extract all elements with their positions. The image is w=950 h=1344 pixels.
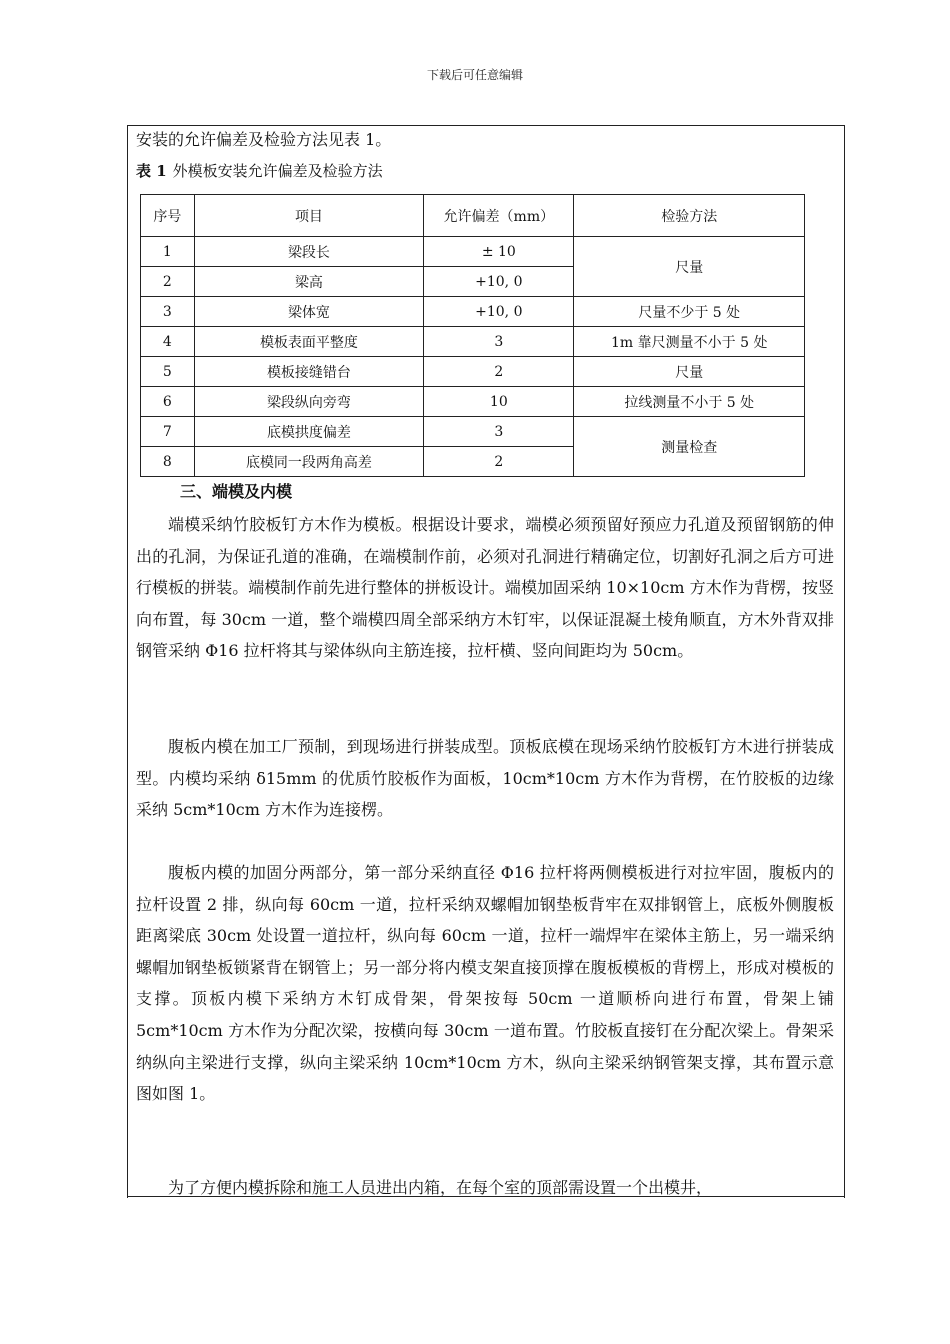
cell-no: 5	[141, 357, 195, 387]
cell-tolerance: +10, 0	[424, 267, 574, 297]
table-caption	[136, 160, 383, 182]
cell-tolerance: ± 10	[424, 237, 574, 267]
header-item: 项目	[194, 195, 423, 237]
header-no: 序号	[141, 195, 195, 237]
cell-method: 尺量不少于 5 处	[574, 297, 805, 327]
table-row	[141, 237, 805, 267]
intro-line: 安装的允许偏差及检验方法见表 1。	[136, 130, 392, 149]
cell-no: 6	[141, 387, 195, 417]
tolerance-table	[140, 194, 805, 477]
paragraph: 腹板内模在加工厂预制，到现场进行拼装成型。顶板底模在现场采纳竹胶板钉方木进行拼装成型。内模均采纳 δ15mm 的优质竹胶板作为面板，10cm*10cm 方木作为背楞，在竹胶板的边缘采纳 5cm*10cm 方木作为连接楞。	[136, 737, 834, 820]
cell-item: 梁段长	[194, 237, 423, 267]
cell-method: 测量检查	[574, 417, 805, 477]
cell-no: 7	[141, 417, 195, 447]
cell-item: 梁体宽	[194, 297, 423, 327]
cell-item: 模板表面平整度	[194, 327, 423, 357]
table-row	[141, 417, 805, 447]
cell-no: 2	[141, 267, 195, 297]
header-method: 检验方法	[574, 195, 805, 237]
cell-tolerance: 10	[424, 387, 574, 417]
table-row	[141, 297, 805, 327]
cell-no: 3	[141, 297, 195, 327]
paragraph: 端模采纳竹胶板钉方木作为模板。根据设计要求，端模必须预留好预应力孔道及预留钢筋的伸出的孔洞，为保证孔道的准确，在端模制作前，必须对孔洞进行精确定位，切割好孔洞之后方可进行模板的拼装。端模制作前先进行整体的拼板设计。端模加固采纳 10×10cm 方木作为背楞，按竖向布置，每 30cm 一道，整个端模四周全部采纳方木钉牢，以保证混凝土棱角顺直，方木外背双排钢管采纳 Φ16 拉杆将其与梁体纵向主筋连接，拉杆横、竖向间距均为 50cm。	[136, 515, 834, 661]
section-title: 三、端模及内模	[180, 482, 293, 501]
table-row	[141, 357, 805, 387]
cell-no: 4	[141, 327, 195, 357]
cell-method: 尺量	[574, 357, 805, 387]
cell-tolerance: 3	[424, 327, 574, 357]
page-header: 下载后可任意编辑	[426, 68, 523, 82]
table-caption-title: 外模板安装允许偏差及检验方法	[172, 162, 383, 180]
cell-no: 1	[141, 237, 195, 267]
table-row	[141, 387, 805, 417]
cell-tolerance: +10, 0	[424, 297, 574, 327]
cell-item: 模板接缝错台	[194, 357, 423, 387]
cell-method: 尺量	[574, 237, 805, 297]
cell-no: 8	[141, 447, 195, 477]
cell-tolerance: 3	[424, 417, 574, 447]
header-tolerance: 允许偏差（mm）	[424, 195, 574, 237]
cell-tolerance: 2	[424, 447, 574, 477]
paragraph: 为了方便内模拆除和施工人员进出内箱，在每个室的顶部需设置一个出模井，	[168, 1178, 713, 1197]
paragraph: 腹板内模的加固分两部分，第一部分采纳直径 Φ16 拉杆将两侧模板进行对拉牢固，腹板内的拉杆设置 2 排，纵向每 60cm 一道，拉杆采纳双螺帽加钢垫板背牢在双排钢管上，底板外侧腹板距离梁底 30cm 处设置一道拉杆，纵向每 60cm 一道，拉杆一端焊牢在梁体主筋上，另一端采纳螺帽加钢垫板锁紧背在钢管上；另一部分将内模支架直接顶撑在腹板模板的背楞上，形成对模板的支撑。顶板内模下采纳方木钉成骨架，骨架按每 50cm 一道顺桥向进行布置，骨架上铺 5cm*10cm 方木作为分配次梁，按横向每 30cm 一道布置。竹胶板直接钉在分配次梁上。骨架采纳纵向主梁进行支撑，纵向主梁采纳 10cm*10cm 方木，纵向主梁采纳钢管架支撑，其布置示意图如图 1。	[136, 863, 834, 1104]
table-header-row	[141, 195, 805, 237]
cell-item: 底模同一段两角高差	[194, 447, 423, 477]
cell-method: 1m 靠尺测量不小于 5 处	[574, 327, 805, 357]
cell-tolerance: 2	[424, 357, 574, 387]
cell-method: 拉线测量不小于 5 处	[574, 387, 805, 417]
cell-item: 梁段纵向旁弯	[194, 387, 423, 417]
table-caption-label: 表 1	[136, 162, 167, 180]
cell-item: 梁高	[194, 267, 423, 297]
table-row	[141, 327, 805, 357]
cell-item: 底模拱度偏差	[194, 417, 423, 447]
